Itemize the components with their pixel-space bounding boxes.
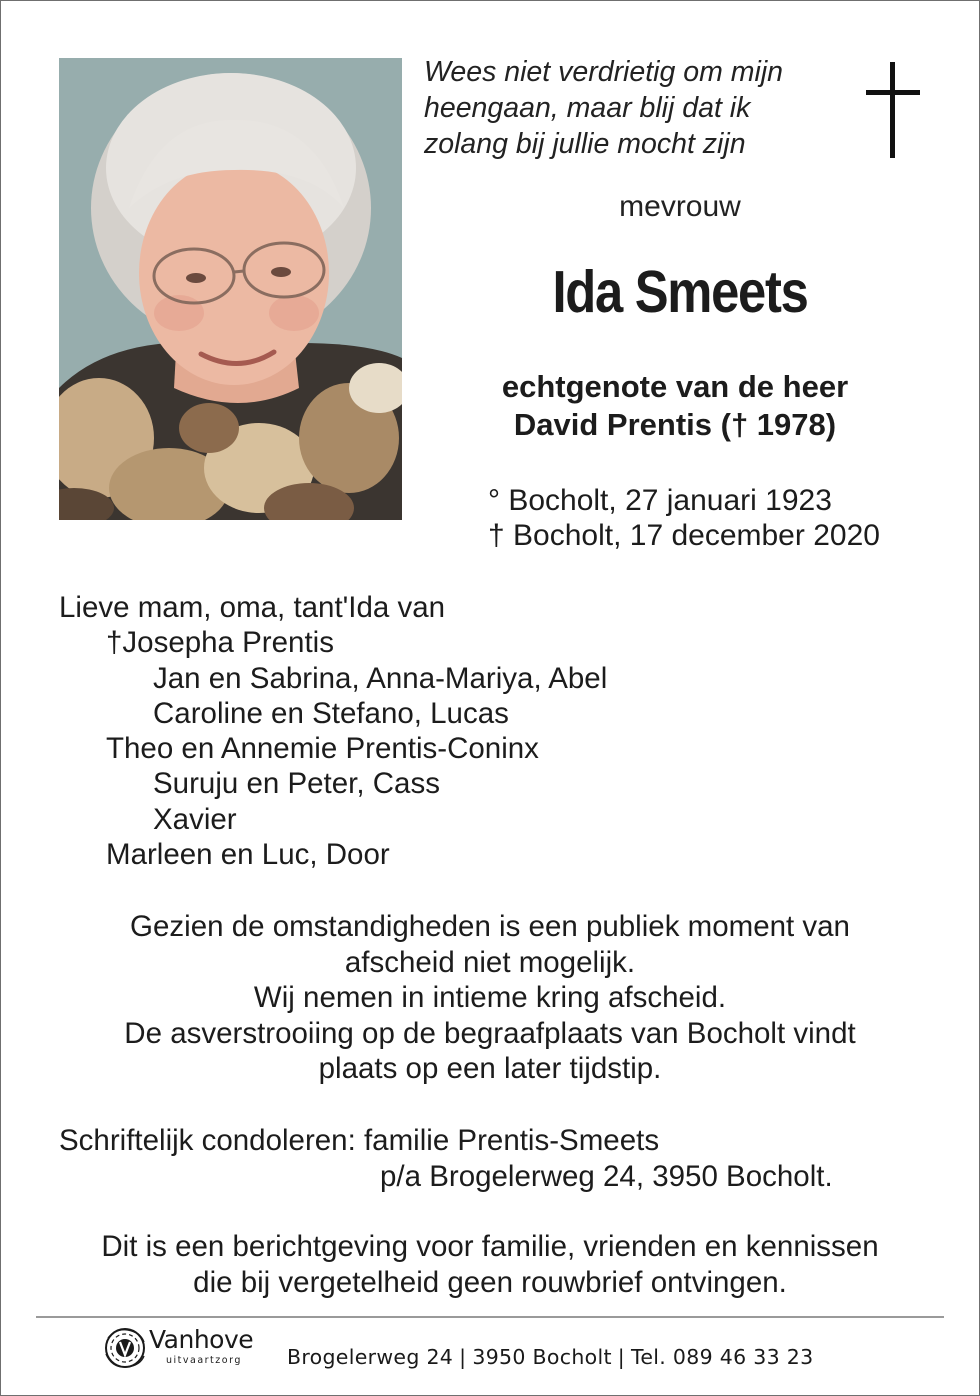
footer-phone: Tel. 089 46 33 23 [631, 1345, 814, 1369]
condolence-line: Schriftelijk condoleren: familie Prentis-Smeets [59, 1124, 660, 1157]
closing-line: Dit is een berichtgeving voor familie, vrienden en kennissen [101, 1230, 879, 1263]
notice-line: Wij nemen in intieme kring afscheid. [253, 981, 727, 1014]
family-member: Theo en Annemie Prentis-Coninx [106, 732, 539, 766]
closing-note [40, 1229, 940, 1300]
family-member: Suruju en Peter, Cass [153, 767, 440, 801]
honorific: mevrouw [619, 190, 741, 223]
quote-line: zolang bij jullie mocht zijn [424, 128, 746, 160]
family-member: Caroline en Stefano, Lucas [153, 696, 509, 730]
brand-name: Vanhove [149, 1325, 254, 1354]
spouse-info [440, 368, 910, 444]
notice-line: De asverstrooiing op de begraafplaats van Bocholt vindt [124, 1016, 856, 1050]
footer-separator: | [459, 1345, 467, 1369]
notice-line: Gezien de omstandigheden is een publiek moment van [130, 910, 850, 943]
footer-separator: | [617, 1345, 626, 1369]
family-member: †Josepha Prentis [106, 626, 334, 660]
footer-address: Brogelerweg 24 [287, 1345, 454, 1369]
funeral-notice [40, 909, 940, 1087]
footer-divider [36, 1316, 944, 1318]
family-member: Marleen en Luc, Door [106, 838, 390, 872]
death-date: † Bocholt, 17 december 2020 [488, 519, 880, 552]
portrait-photo [59, 58, 402, 520]
notice-line: afscheid niet mogelijk. [344, 945, 636, 979]
condolence-postal: p/a Brogelerweg 24, 3950 Bocholt. [380, 1159, 833, 1193]
family-member: Jan en Sabrina, Anna-Mariya, Abel [153, 661, 608, 695]
family-list [59, 590, 607, 872]
family-intro: Lieve mam, oma, tant'Ida van [59, 591, 446, 624]
vanhove-logo-icon [102, 1324, 148, 1372]
notice-line: plaats op een later tijdstip. [318, 1052, 662, 1085]
memorial-quote [424, 54, 844, 162]
quote-line: heengaan, maar blij dat ik [424, 92, 751, 124]
quote-line: Wees niet verdrietig om mijn [424, 56, 784, 88]
condolence-address [59, 1123, 833, 1194]
brand-tagline: uitvaartzorg [166, 1355, 242, 1366]
closing-line: die bij vergetelheid geen rouwbrief ontvingen. [193, 1265, 787, 1299]
family-member: Xavier [153, 802, 237, 836]
funeral-home-logo [102, 1322, 277, 1374]
birth-date: ° Bocholt, 27 januari 1923 [488, 484, 832, 517]
footer-contact [287, 1345, 813, 1369]
cross-icon [864, 62, 922, 160]
spouse-name: David Prentis († 1978) [513, 407, 837, 442]
footer-city: 3950 Bocholt [472, 1345, 612, 1369]
life-dates [488, 483, 880, 553]
spouse-line: echtgenote van de heer [501, 369, 849, 404]
deceased-name: Ida Smeets [552, 259, 808, 325]
